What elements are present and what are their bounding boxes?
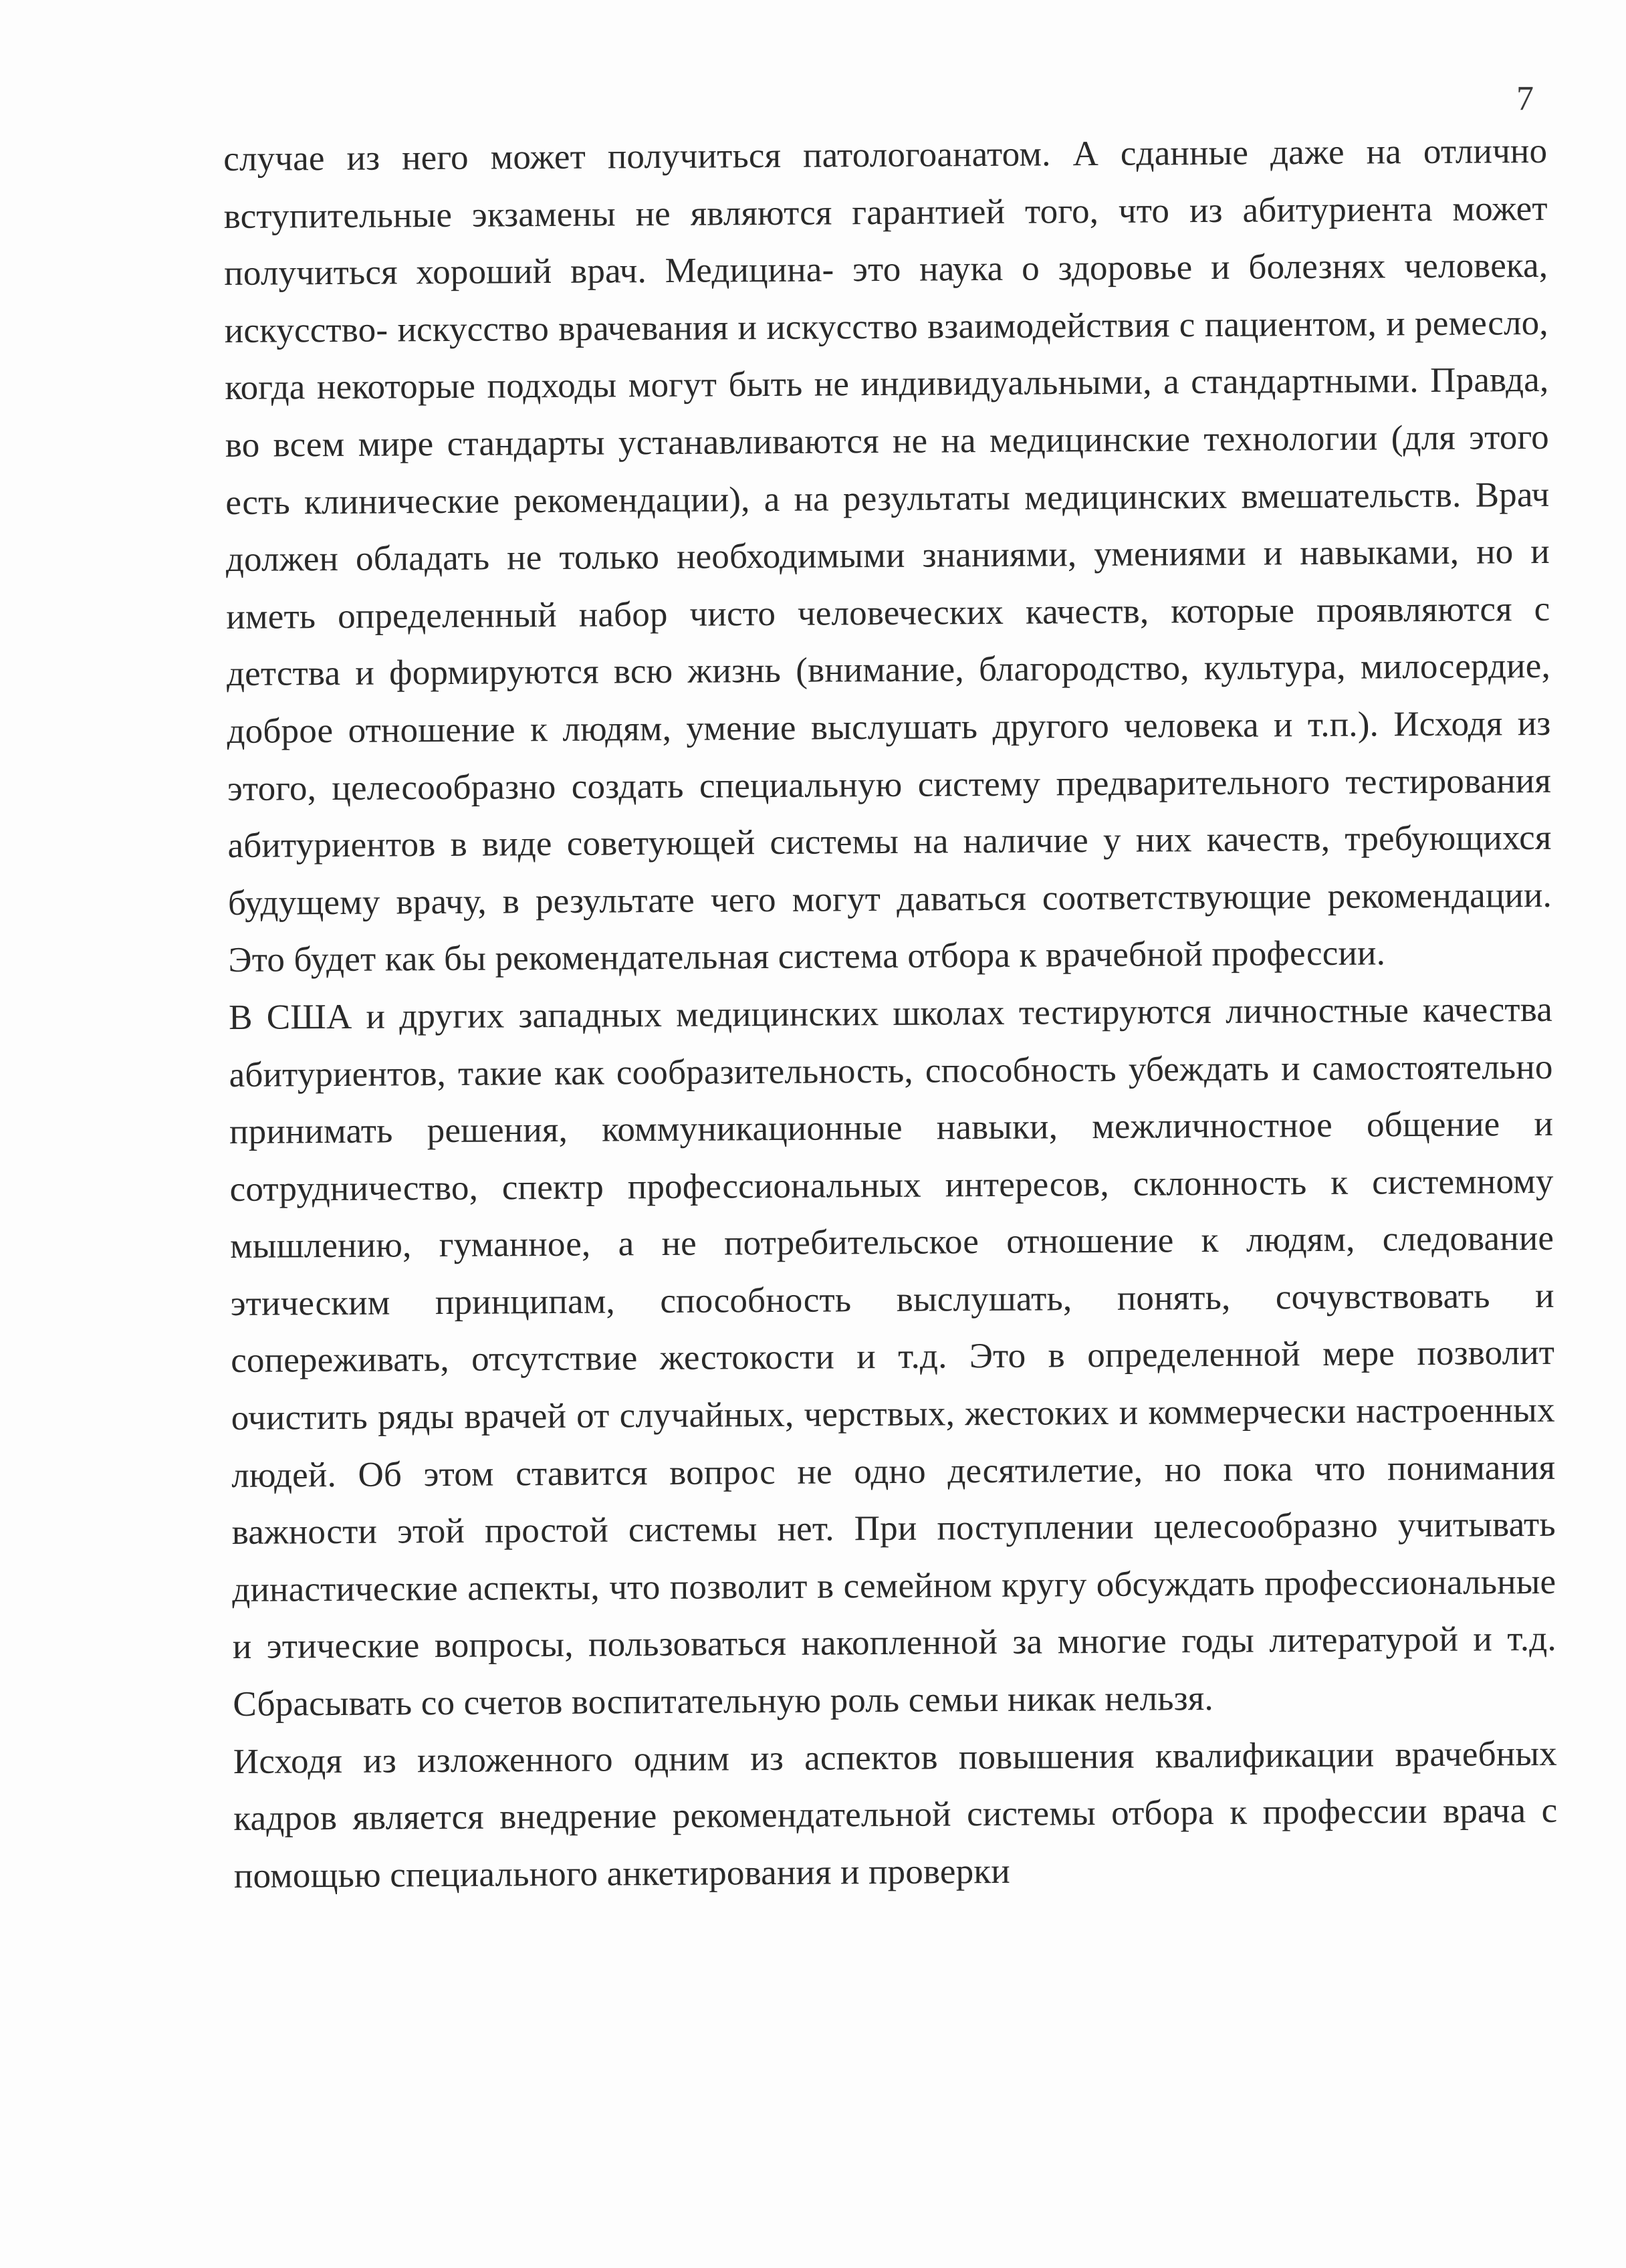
paragraph-1: случае из него может получиться патологоанатом. А сданные даже на отлично вступительные экзамены не являются гарантией того, что из абитуриента может получиться хороший врач. Медицина- это наука о здоровье и болезнях человека, искусство- искусство врачевания и искусство взаимодействия с пациентом, и ремесло, когда некоторые подходы могут быть не индивидуальными, а стандартными. Правда, во всем мире стандарты устанавливаются не на медицинские технологии (для этого есть клинические рекомендации), а на результаты медицинских вмешательств. Врач должен обладать не только необходимыми знаниями, умениями и навыками, но и иметь определенный набор чисто человеческих качеств, которые проявляются с детства и формируются всю жизнь (внимание, благородство, культура, милосердие, доброе отношение к людям, умение выслушать другого человека и т.п.). Исходя из этого, целесообразно создать специальную систему предварительного тестирования абитуриентов в виде советующей системы на наличие у них качеств, требующихся будущему врачу, в результате чего могут даваться соответствующие рекомендации. Это будет как бы рекомендательная система отбора к врачебной профессии. (223, 131, 1552, 980)
paragraph-2: В США и других западных медицинских школах тестируются личностные качества абитуриентов, такие как сообразительность, способность убеждать и самостоятельно принимать решения, коммуникационные навыки, межличностное общение и сотрудничество, спектр профессиональных интересов, склонность к системному мышлению, гуманное, а не потребительское отношение к людям, следование этическим принципам, способность выслушать, понять, сочувствовать и сопереживать, отсутствие жестокости и т.д. Это в определенной мере позволит очистить ряды врачей от случайных, черствых, жестоких и коммерчески настроенных людей. Об этом ставится вопрос не одно десятилетие, но пока что понимания важности этой простой системы нет. При поступлении целесообразно учитывать династические аспекты, что позволит в семейном кругу обсуждать профессиональные и этические вопросы, пользоваться накопленной за многие годы литературой и т.д. Сбрасывать со счетов воспитательную роль семьи никак нельзя. (228, 990, 1556, 1724)
paragraph-3: Исходя из изложенного одним из аспектов повышения квалификации врачебных кадров является внедрение рекомендательной системы отбора к профессии врача с помощью специального анкетирования и проверки (233, 1734, 1558, 1896)
page-number: 7 (1516, 80, 1534, 118)
document-body (223, 123, 1558, 1905)
